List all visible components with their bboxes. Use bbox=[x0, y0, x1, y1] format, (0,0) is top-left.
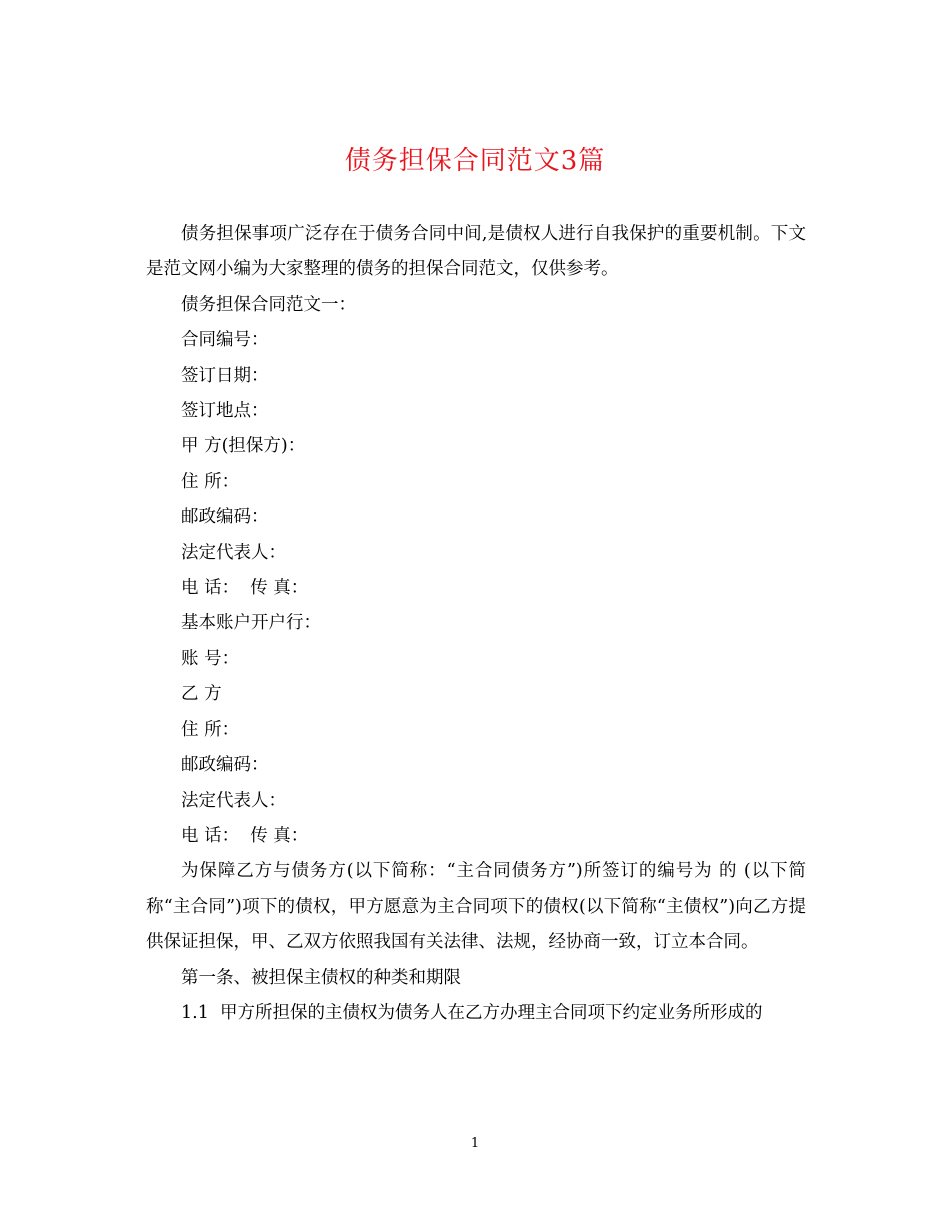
field-party-b-postcode: 邮政编码： bbox=[181, 755, 269, 776]
field-party-a: 甲 方(担保方)： bbox=[181, 436, 306, 457]
field-party-a-phone-fax: 电 话： 传 真： bbox=[181, 578, 309, 599]
field-party-b-phone-fax: 电 话： 传 真： bbox=[181, 825, 309, 846]
field-party-b-address: 住 所： bbox=[181, 719, 240, 740]
field-party-a-bank: 基本账户开户行： bbox=[181, 613, 321, 634]
field-contract-number: 合同编号： bbox=[181, 330, 269, 351]
field-party-b-legal-rep: 法定代表人： bbox=[181, 790, 286, 811]
section-heading: 债务担保合同范文一： bbox=[181, 294, 356, 315]
document-body bbox=[146, 217, 806, 1031]
field-sign-place: 签订地点： bbox=[181, 401, 269, 422]
clause-1-1: 1.1 甲方所担保的主债权为债务人在乙方办理主合同项下约定业务所形成的 bbox=[181, 1002, 763, 1023]
field-party-a-postcode: 邮政编码： bbox=[181, 507, 269, 528]
article-1-heading: 第一条、被担保主债权的种类和期限 bbox=[181, 967, 461, 988]
field-sign-date: 签订日期： bbox=[181, 365, 269, 386]
field-party-b: 乙 方 bbox=[181, 684, 222, 705]
field-party-a-address: 住 所： bbox=[181, 471, 240, 492]
field-party-a-account: 账 号： bbox=[181, 648, 240, 669]
document-title: 债务担保合同范文3篇 bbox=[344, 146, 606, 176]
intro-paragraph: 债务担保事项广泛存在于债务合同中间,是债权人进行自我保护的重要机制。下文是范文网小编为大家整理的债务的担保合同范文，仅供参考。 bbox=[146, 224, 806, 280]
field-party-a-legal-rep: 法定代表人： bbox=[181, 542, 286, 563]
purpose-paragraph: 为保障乙方与债务方(以下简称：“主合同债务方”)所签订的编号为 的 (以下简称“主合同”)项下的债权，甲方愿意为主合同项下的债权(以下简称“主债权”)向乙方提供保证担保，甲、乙双方依照我国有关法律、法规，经协商一致，订立本合同。 bbox=[146, 861, 806, 953]
page-number: 1 bbox=[470, 1136, 480, 1151]
